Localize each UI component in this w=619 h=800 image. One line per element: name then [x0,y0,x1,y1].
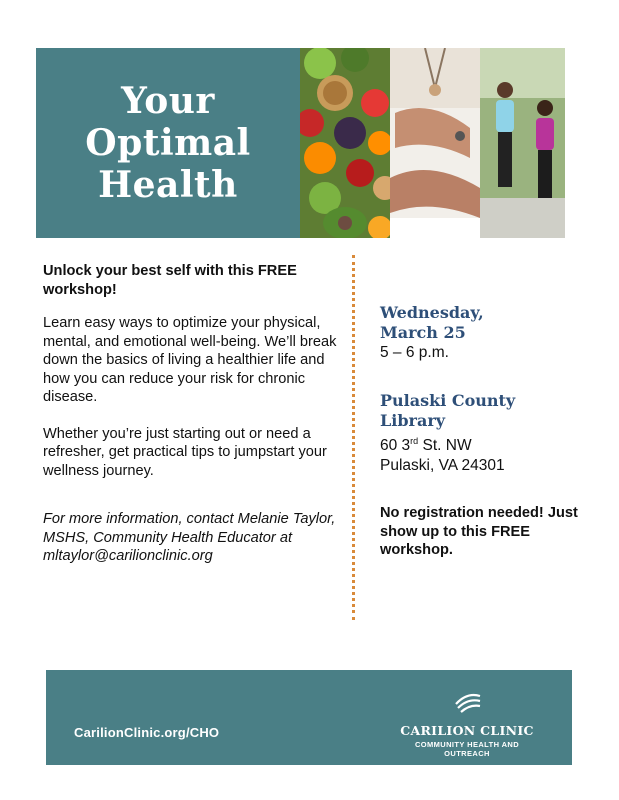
registration-note: No registration needed! Just show up to this FREE workshop. [380,505,578,559]
title-block [36,48,300,238]
event-time: 5 – 6 p.m. [380,344,449,361]
description-paragraph-1: Learn easy ways to optimize your physical, mental, and emotional well-being. We’ll break down the basics of living a healthier life and how you can reduce your risk for chronic disease. [43,315,337,405]
hands-heart-photo [390,48,480,238]
event-datetime [380,303,580,363]
logo-subtitle: COMMUNITY HEALTH AND OUTREACH [414,740,520,758]
event-location [380,391,580,476]
footer-bar [46,670,572,765]
venue-address [380,431,580,456]
venue-line-2: Library [380,411,446,430]
title-line-1: Your [121,80,215,122]
logo-name: CARILION CLINIC [400,723,534,738]
food-photo [300,48,390,238]
event-details-column [380,303,580,560]
walking-photo [480,48,565,238]
event-date: March 25 [380,323,466,342]
dotted-divider [352,255,355,620]
title-line-3: Health [98,164,238,206]
contact-info: For more information, contact Melanie Taylor, MSHS, Community Health Educator at mltaylor@carilionclinic.org [43,511,336,564]
lead-text: Unlock your best self with this FREE workshop! [43,263,297,298]
website-link[interactable]: CarilionClinic.org/CHO [74,725,220,740]
address-superscript: rd [410,436,419,446]
carilion-logo [392,690,542,758]
event-day: Wednesday, [380,303,484,322]
address-street: St. NW [418,437,472,455]
description-column [43,262,338,580]
hero-banner [36,48,565,238]
venue-city: Pulaski, VA 24301 [380,457,505,475]
carilion-swirl-icon [452,690,482,714]
venue-line-1: Pulaski County [380,391,516,410]
title-line-2: Optimal [85,122,251,164]
address-number: 60 3 [380,437,411,455]
description-paragraph-2: Whether you’re just starting out or need a refresher, get practical tips to jumpstart your wellness journey. [43,425,327,479]
